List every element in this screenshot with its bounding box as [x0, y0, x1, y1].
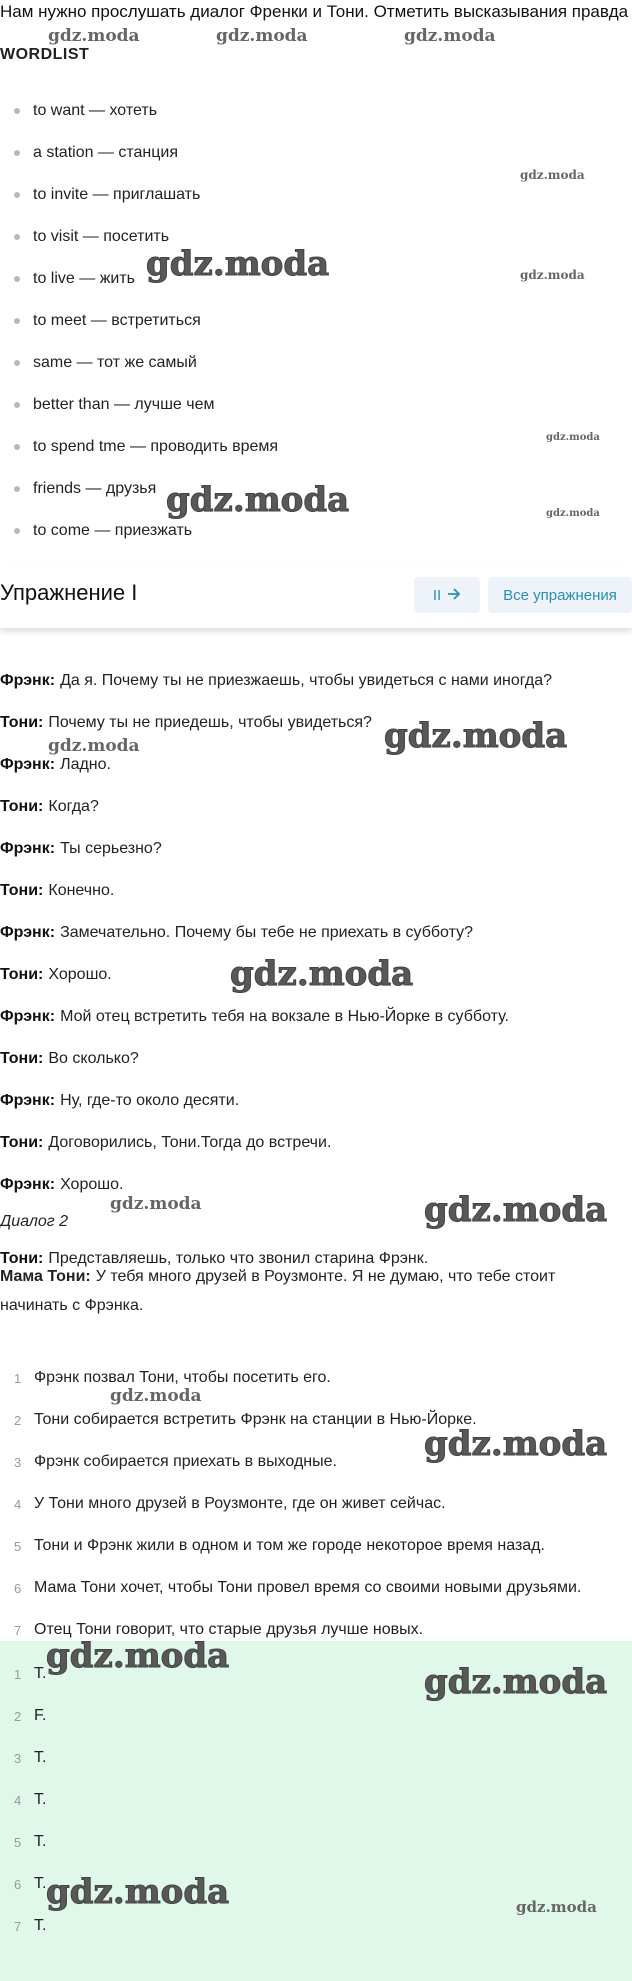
answer-item: 5 T.	[14, 1833, 47, 1850]
dialog-line: Тони: Когда?	[0, 798, 99, 815]
wordlist-item: to come — приезжать	[0, 510, 632, 552]
dialog-line: Фрэнк: Ладно.	[0, 756, 111, 773]
wordlist-item: better than — лучше чем	[0, 384, 632, 426]
wordlist-item: friends — друзья	[0, 468, 632, 510]
watermark: gdz.moda	[166, 480, 350, 520]
watermark: gdz.moda	[46, 1636, 230, 1676]
answer-item: 6 T.	[14, 1875, 47, 1892]
answer-item: 2 F.	[14, 1707, 47, 1724]
answer-item: 7 T.	[14, 1917, 47, 1934]
watermark: gdz.moda	[146, 244, 330, 284]
wordlist-item: to want — хотеть	[0, 90, 632, 132]
watermark: gdz.moda	[424, 1424, 608, 1464]
watermark: gdz.moda	[516, 1898, 597, 1916]
watermark: gdz.moda	[546, 508, 600, 519]
dialog-line: Фрэнк: Ну, где-то около десяти.	[0, 1092, 240, 1109]
next-exercise-button[interactable]: II	[414, 577, 480, 613]
wordlist-item: to meet — встретиться	[0, 300, 632, 342]
dialog-line: Фрэнк: Ты серьезно?	[0, 840, 162, 857]
statement-item: 1 Фрэнк позвал Тони, чтобы посетить его.	[14, 1369, 331, 1386]
watermark: gdz.moda	[384, 716, 568, 756]
wordlist-item: to spend tme — проводить время	[0, 426, 632, 468]
bullet-icon	[14, 318, 20, 324]
dialog-line-mom: Мама Тони: У тебя много друзей в Роузмонте. Я не думаю, что тебе стоит начинать с Фрэнка.	[0, 1268, 556, 1314]
wordlist-title: WORDLIST	[0, 46, 90, 63]
wordlist-item: to visit — посетить	[0, 216, 632, 258]
dialog-line: Фрэнк: Да я. Почему ты не приезжаешь, чтобы увидеться с нами иногда?	[0, 672, 552, 689]
watermark: gdz.moda	[424, 1190, 608, 1230]
dialog-line: Тони: Конечно.	[0, 882, 115, 899]
bullet-icon	[14, 234, 20, 240]
arrow-right-icon	[447, 587, 461, 604]
bullet-icon	[14, 192, 20, 198]
watermark: gdz.moda	[404, 26, 496, 46]
dialog-line: Фрэнк: Мой отец встретить тебя на вокзале в Нью-Йорке в субботу.	[0, 1008, 509, 1025]
dialog-line: Тони: Во сколько?	[0, 1050, 139, 1067]
wordlist-item: to live — жить	[0, 258, 632, 300]
wordlist-item: same — тот же самый	[0, 342, 632, 384]
bullet-icon	[14, 108, 20, 114]
watermark: gdz.moda	[46, 1872, 230, 1912]
statement-item: 3 Фрэнк собирается приехать в выходные.	[14, 1453, 337, 1470]
all-exercises-button[interactable]: Все упражнения	[488, 577, 632, 613]
wordlist-item: to invite — приглашать	[0, 174, 632, 216]
dialog-line: Тони: Хорошо.	[0, 966, 112, 983]
dialog-line: Фрэнк: Хорошо.	[0, 1176, 124, 1193]
watermark: gdz.moda	[110, 1194, 202, 1214]
watermark: gdz.moda	[110, 1386, 202, 1406]
watermark: gdz.moda	[230, 954, 414, 994]
dialog-line: Тони: Представляешь, только что звонил старина Фрэнк.	[0, 1250, 429, 1267]
bullet-icon	[14, 486, 20, 492]
dialog-line: Тони: Почему ты не приедешь, чтобы увидеться?	[0, 714, 372, 731]
statements-list	[0, 1357, 632, 1651]
watermark: gdz.moda	[216, 26, 308, 46]
exercise-header	[0, 562, 632, 628]
watermark: gdz.moda	[424, 1662, 608, 1702]
watermark: gdz.moda	[546, 432, 600, 443]
intro-text: Нам нужно прослушать диалог Френки и Тони. Отметить высказывания правда	[0, 2, 629, 21]
watermark: gdz.moda	[48, 26, 140, 46]
wordlist-item: a station — станция	[0, 132, 632, 174]
bullet-icon	[14, 402, 20, 408]
dialog-line: Тони: Договорились, Тони.Тогда до встречи.	[0, 1134, 332, 1151]
statement-item: 4 У Тони много друзей в Роузмонте, где он живет сейчас.	[14, 1495, 446, 1512]
bullet-icon	[14, 276, 20, 282]
statement-item: 7 Отец Тони говорит, что старые друзья лучше новых.	[14, 1621, 424, 1638]
watermark: gdz.moda	[520, 268, 585, 282]
bullet-icon	[14, 150, 20, 156]
watermark: gdz.moda	[48, 736, 140, 756]
bullet-icon	[14, 360, 20, 366]
bullet-icon	[14, 528, 20, 534]
exercise-title: Упражнение I	[0, 580, 138, 605]
bullet-icon	[14, 444, 20, 450]
dialog-2-title: Диалог 2	[0, 1213, 69, 1230]
answer-item: 3 T.	[14, 1749, 47, 1766]
answer-item: 1 T.	[14, 1665, 47, 1682]
statement-item: 2 Тони собирается встретить Фрэнк на станции в Нью-Йорке.	[14, 1411, 477, 1428]
answer-item: 4 T.	[14, 1791, 47, 1808]
statement-item: 6 Мама Тони хочет, чтобы Тони провел время со своими новыми друзьями.	[14, 1579, 582, 1596]
dialog-line: Фрэнк: Замечательно. Почему бы тебе не приехать в субботу?	[0, 924, 474, 941]
watermark: gdz.moda	[520, 168, 585, 182]
statement-item: 5 Тони и Фрэнк жили в одном и том же городе некоторое время назад.	[14, 1537, 545, 1554]
